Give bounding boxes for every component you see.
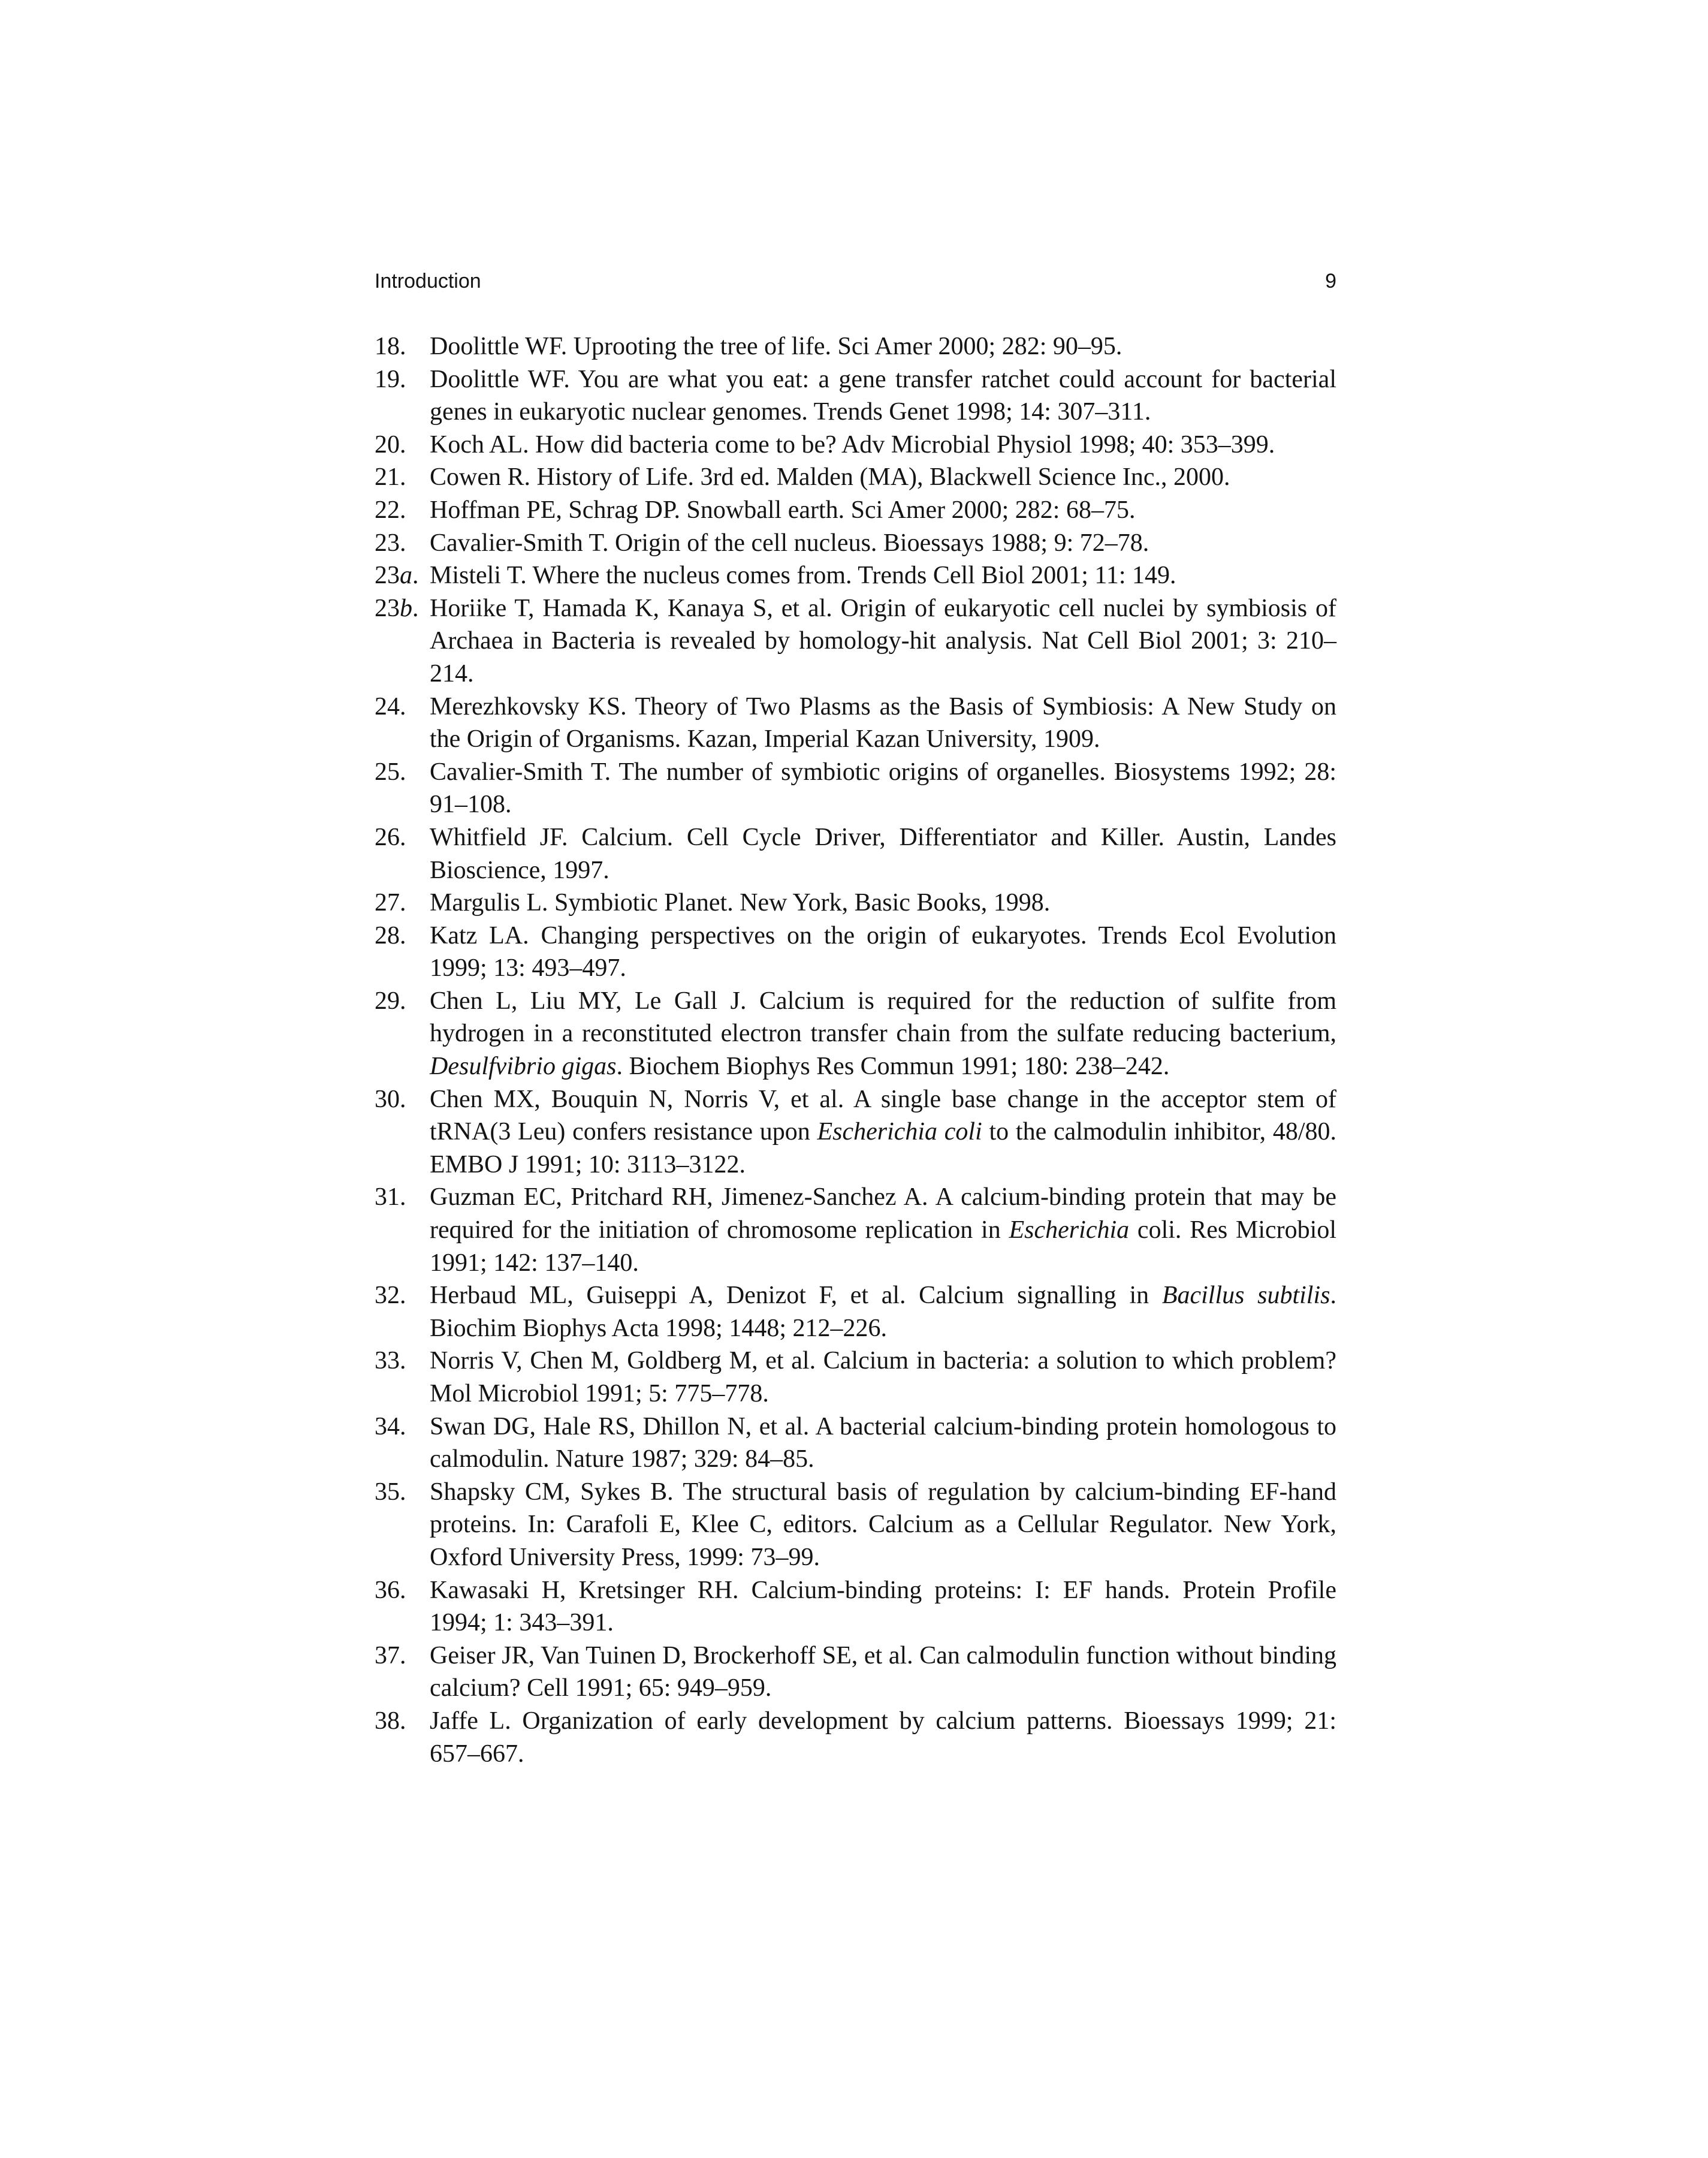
reference-text: Swan DG, Hale RS, Dhillon N, et al. A bacterial calcium-binding protein homologous to calmodulin. Nature 1987; 329: 84–85. [430,1412,1336,1473]
reference-item [375,756,1336,821]
reference-text: Doolittle WF. Uprooting the tree of life. Sci Amer 2000; 282: 90–95. [430,333,1122,360]
reference-text: Shapsky CM, Sykes B. The structural basis of regulation by calcium-binding EF-hand proteins. In: Carafoli E, Klee C, editors. Calcium as a Cellular Regulator. New York, Oxford University Press, 1999: 73–99. [430,1478,1336,1571]
reference-text: Whitfield JF. Calcium. Cell Cycle Driver, Differentiator and Killer. Austin, Landes Bioscience, 1997. [430,823,1336,884]
reference-number: 25. [375,758,406,786]
reference-number: 22. [375,496,406,524]
reference-item [375,1345,1336,1410]
reference-number: 33. [375,1347,406,1375]
reference-text: Kawasaki H, Kretsinger RH. Calcium-binding proteins: I: EF hands. Protein Profile 1994; 1: 343–391. [430,1576,1336,1637]
reference-number: 23. [375,529,406,557]
reference-item [375,429,1336,462]
reference-item [375,592,1336,691]
reference-item [375,527,1336,560]
reference-item [375,1639,1336,1705]
reference-item [375,559,1336,592]
reference-item [375,461,1336,494]
reference-text: Merezhkovsky KS. Theory of Two Plasms as the Basis of Symbiosis: A New Study on the Origin of Organisms. Kazan, Imperial Kazan University, 1909. [430,692,1336,754]
reference-text: Cowen R. History of Life. 3rd ed. Malden (MA), Blackwell Science Inc., 2000. [430,463,1230,492]
reference-text: Guzman EC, Pritchard RH, Jimenez-Sanchez A. A calcium-binding protein that may be required for the initiation of chromosome replication in Escherichia coli. Res Microbiol 1991; 142: 137–140. [430,1183,1337,1277]
reference-number: 27. [375,889,406,917]
running-head [375,267,1336,296]
reference-item [375,1574,1336,1639]
reference-item [375,1181,1336,1279]
reference-text: Horiike T, Hamada K, Kanaya S, et al. Origin of eukaryotic cell nuclei by symbiosis of Archaea in Bacteria is revealed by homology-hit analysis. Nat Cell Biol 2001; 3: 210–214. [430,594,1336,688]
reference-item [375,920,1336,985]
reference-number: 20. [375,430,406,459]
reference-number: 37. [375,1641,406,1669]
reference-text: Cavalier-Smith T. The number of symbiotic origins of organelles. Biosystems 1992; 28: 91–108. [430,758,1336,819]
reference-text: Misteli T. Where the nucleus comes from. Trends Cell Biol 2001; 11: 149. [430,562,1176,590]
reference-text: Chen MX, Bouquin N, Norris V, et al. A single base change in the acceptor stem of tRNA(3 Leu) confers resistance upon Escherichia coli to the calmodulin inhibitor, 48/80. EMBO J 1991; 10: 3113–3122. [430,1085,1337,1179]
section-title: Introduction [375,270,481,293]
reference-number: 23a. [375,562,419,590]
reference-number: 18. [375,333,406,360]
reference-item [375,1279,1336,1345]
reference-text: Hoffman PE, Schrag DP. Snowball earth. Sci Amer 2000; 282: 68–75. [430,496,1136,524]
reference-number: 36. [375,1576,406,1604]
reference-number: 26. [375,823,406,851]
reference-number: 23b. [375,594,419,622]
reference-number: 35. [375,1478,406,1506]
reference-number: 32. [375,1282,406,1310]
reference-text: Geiser JR, Van Tuinen D, Brockerhoff SE, et al. Can calmodulin function without binding calcium? Cell 1991; 65: 949–959. [430,1641,1336,1702]
reference-number: 34. [375,1412,406,1440]
reference-number: 21. [375,463,406,492]
reference-text: Koch AL. How did bacteria come to be? Adv Microbial Physiol 1998; 40: 353–399. [430,430,1275,459]
reference-number: 30. [375,1085,406,1113]
reference-item [375,691,1336,756]
reference-text: Doolittle WF. You are what you eat: a gene transfer ratchet could account for bacterial genes in eukaryotic nuclear genomes. Trends Genet 1998; 14: 307–311. [430,365,1336,426]
reference-number: 29. [375,987,406,1015]
reference-text: Herbaud ML, Guiseppi A, Denizot F, et al. Calcium signalling in Bacillus subtilis. Biochim Biophys Acta 1998; 1448; 212–226. [430,1282,1336,1342]
reference-number: 28. [375,921,406,950]
reference-item [375,985,1336,1083]
reference-number: 38. [375,1707,406,1735]
reference-item [375,1705,1336,1770]
reference-text: Chen L, Liu MY, Le Gall J. Calcium is required for the reduction of sulfite from hydrogen in a reconstituted electron transfer chain from the sulfate reducing bacterium, Desulfvibrio gigas. Biochem Biophys Res Commun 1991; 180: 238–242. [430,987,1336,1081]
reference-number: 31. [375,1183,406,1211]
reference-item [375,330,1336,363]
reference-item [375,1410,1336,1476]
reference-text: Norris V, Chen M, Goldberg M, et al. Calcium in bacteria: a solution to which problem? Mol Microbiol 1991; 5: 775–778. [430,1347,1336,1407]
reference-item [375,821,1336,887]
reference-text: Cavalier-Smith T. Origin of the cell nucleus. Bioessays 1988; 9: 72–78. [430,529,1149,557]
page-number: 9 [1325,270,1336,293]
reference-item [375,1083,1336,1182]
reference-item [375,494,1336,527]
reference-item [375,1476,1336,1574]
reference-item [375,887,1336,920]
reference-text: Margulis L. Symbiotic Planet. New York, Basic Books, 1998. [430,889,1051,917]
book-page [375,267,1336,1770]
reference-list [375,330,1336,1770]
reference-text: Jaffe L. Organization of early development by calcium patterns. Bioessays 1999; 21: 657–667. [430,1707,1336,1768]
reference-text: Katz LA. Changing perspectives on the origin of eukaryotes. Trends Ecol Evolution 1999; 13: 493–497. [430,921,1336,982]
reference-number: 24. [375,692,406,721]
reference-item [375,363,1336,429]
reference-number: 19. [375,365,406,393]
